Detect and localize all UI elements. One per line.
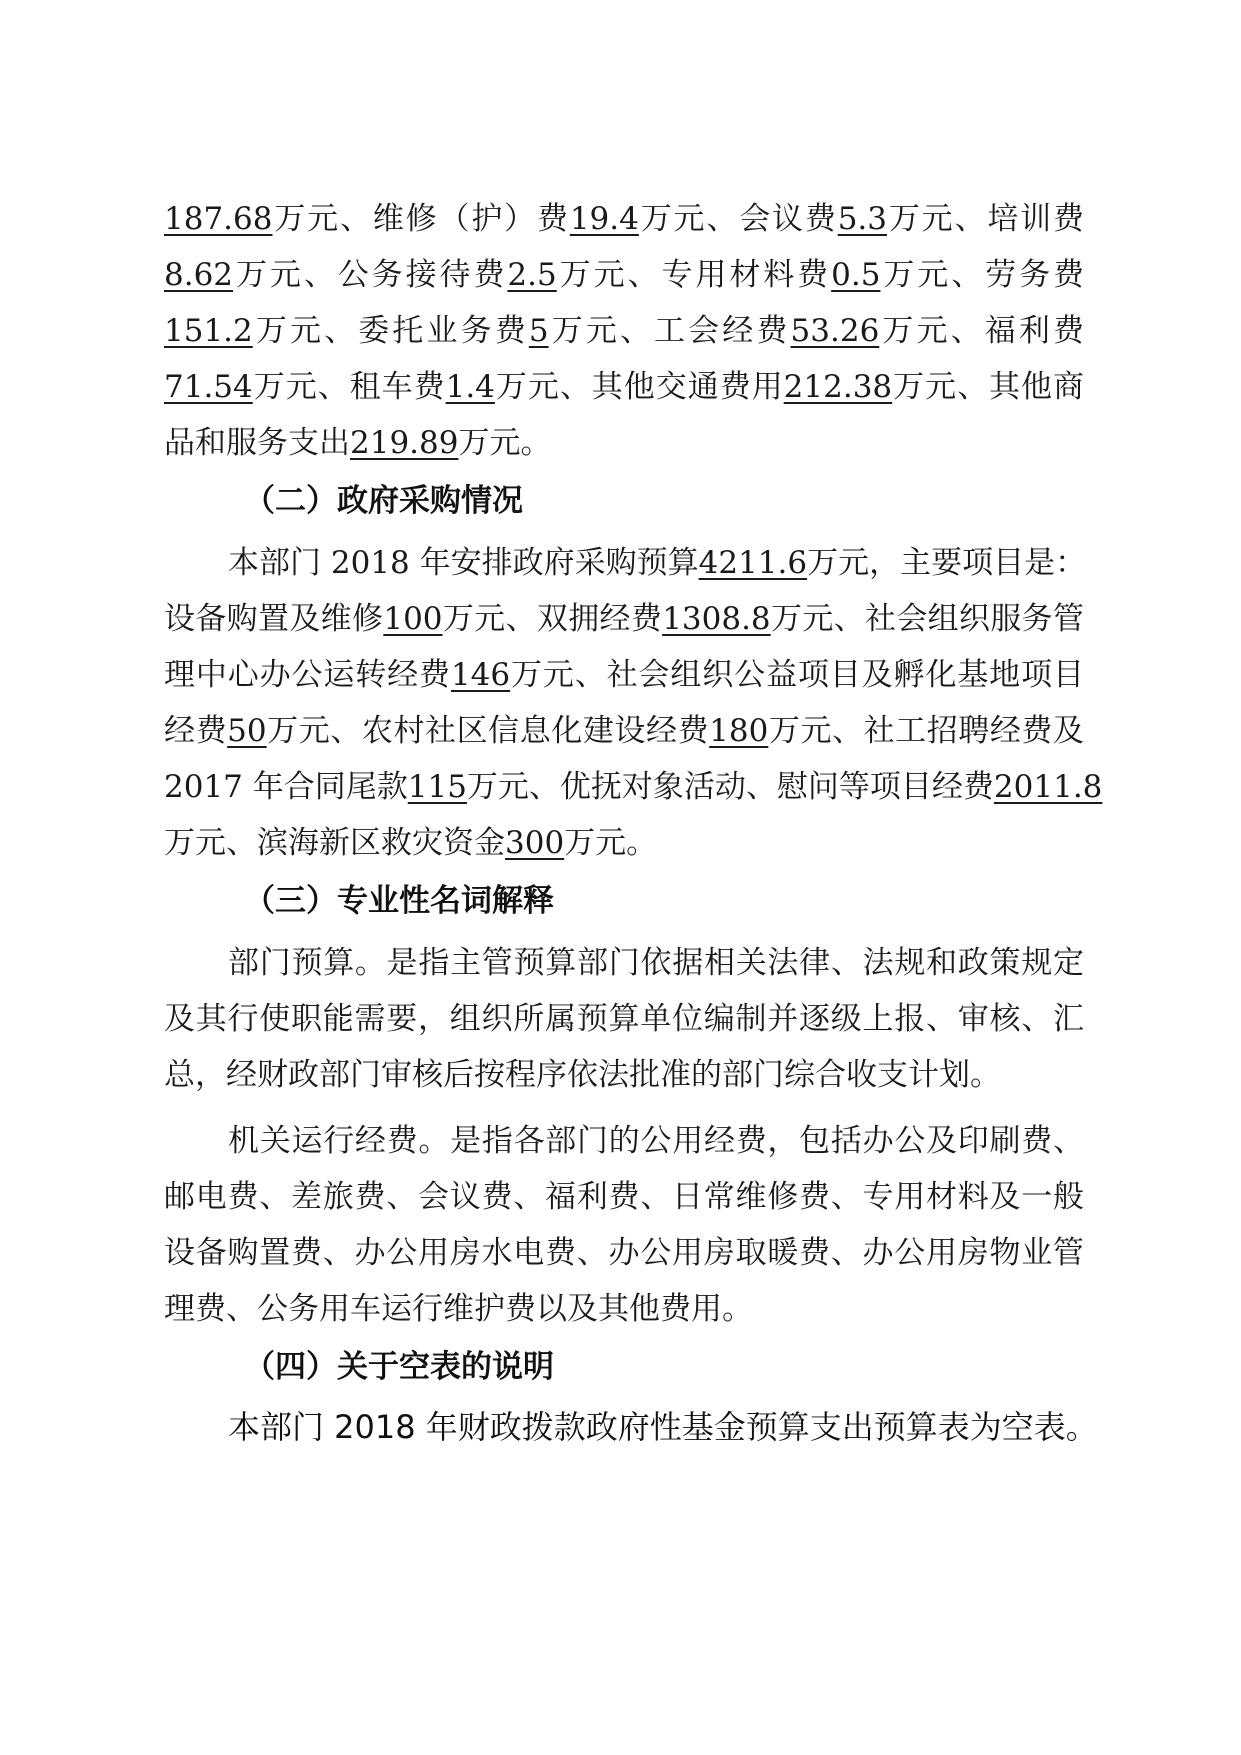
amount: 219.89 bbox=[350, 425, 459, 461]
amount: 300 bbox=[505, 825, 565, 861]
text: 万元、其他交通费用 bbox=[494, 369, 784, 405]
amount: 100 bbox=[383, 601, 443, 637]
amount: 151.2 bbox=[164, 313, 253, 349]
text: 万元、公务接待费 bbox=[233, 257, 508, 293]
expense-line-4 bbox=[164, 356, 1084, 418]
amount: 115 bbox=[407, 769, 467, 805]
text: 万元、其他商 bbox=[892, 369, 1085, 405]
text: 万元。 bbox=[458, 425, 552, 461]
amount: 71.54 bbox=[164, 369, 253, 405]
text: 品和服务支出 bbox=[164, 425, 350, 461]
text: 经费 bbox=[164, 713, 228, 749]
text: 万元、福利费 bbox=[879, 313, 1085, 349]
text: 万元、优抚对象活动、慰问等项目经费 bbox=[466, 769, 994, 805]
procurement-line-3 bbox=[164, 644, 1084, 706]
text: 万元，主要项目是： bbox=[807, 545, 1087, 581]
amount: 5 bbox=[528, 313, 549, 349]
text: 万元、滨海新区救灾资金 bbox=[164, 825, 505, 861]
amount: 146 bbox=[450, 657, 511, 693]
amount: 187.68 bbox=[164, 201, 273, 237]
amount: 5.3 bbox=[837, 201, 888, 237]
budget-line-3: 总，经财政部门审核后按程序依法批准的部门综合收支计划。 bbox=[164, 1057, 1001, 1093]
text: 万元、专用材料费 bbox=[556, 257, 832, 293]
budget-line-2: 及其行使职能需要，组织所属预算单位编制并逐级上报、审核、汇 bbox=[164, 1001, 1084, 1037]
amount: 4211.6 bbox=[698, 545, 808, 581]
text: 万元、委托业务费 bbox=[252, 313, 529, 349]
amount: 180 bbox=[709, 713, 769, 749]
expense-line-5 bbox=[164, 412, 1084, 474]
empty-table-note: 本部门 2018 年财政拨款政府性基金预算支出预算表为空表。 bbox=[228, 1408, 1098, 1446]
text: 万元、双拥经费 bbox=[442, 601, 663, 637]
expense-line-2 bbox=[164, 244, 1084, 306]
budget-line-1: 部门预算。是指主管预算部门依据相关法律、法规和政策规定 bbox=[228, 945, 1084, 981]
text: 2017 年合同尾款 bbox=[164, 769, 408, 805]
operating-line-4: 理费、公务用车运行维护费以及其他费用。 bbox=[164, 1291, 753, 1327]
expense-line-1 bbox=[164, 188, 1084, 250]
amount: 8.62 bbox=[164, 257, 234, 293]
text: 设备购置及维修 bbox=[164, 601, 384, 637]
procurement-line-1 bbox=[228, 532, 1087, 594]
heading-empty-table: （四）关于空表的说明 bbox=[244, 1349, 554, 1385]
operating-line-2: 邮电费、差旅费、会议费、福利费、日常维修费、专用材料及一般 bbox=[164, 1179, 1084, 1215]
text: 万元、劳务费 bbox=[880, 257, 1085, 293]
text: 万元、社会组织服务管 bbox=[770, 601, 1085, 637]
amount: 19.4 bbox=[569, 201, 639, 237]
amount: 2011.8 bbox=[993, 769, 1103, 805]
text: 理中心办公运转经费 bbox=[164, 657, 451, 693]
operating-line-1: 机关运行经费。是指各部门的公用经费，包括办公及印刷费、 bbox=[228, 1123, 1084, 1159]
amount: 212.38 bbox=[783, 369, 893, 405]
amount: 1.4 bbox=[445, 369, 495, 405]
procurement-line-4 bbox=[164, 700, 1084, 762]
heading-terms: （三）专业性名词解释 bbox=[244, 883, 554, 919]
procurement-line-5 bbox=[164, 756, 1103, 818]
text: 万元。 bbox=[564, 825, 658, 861]
amount: 2.5 bbox=[507, 257, 557, 293]
text: 万元、工会经费 bbox=[548, 313, 791, 349]
text: 万元、租车费 bbox=[252, 369, 446, 405]
text: 万元、维修（护）费 bbox=[272, 201, 570, 237]
amount: 0.5 bbox=[831, 257, 881, 293]
amount: 50 bbox=[227, 713, 267, 749]
amount: 1308.8 bbox=[662, 601, 771, 637]
text: 万元、农村社区信息化建设经费 bbox=[266, 713, 710, 749]
operating-line-3: 设备购置费、办公用房水电费、办公用房取暖费、办公用房物业管 bbox=[164, 1235, 1084, 1271]
procurement-line-6 bbox=[164, 812, 1084, 874]
heading-government-procurement: （二）政府采购情况 bbox=[244, 483, 523, 519]
text: 万元、会议费 bbox=[638, 201, 838, 237]
text: 万元、培训费 bbox=[887, 201, 1085, 237]
text: 万元、社工招聘经费及 bbox=[768, 713, 1085, 749]
amount: 53.26 bbox=[790, 313, 880, 349]
text: 万元、社会组织公益项目及孵化基地项目 bbox=[510, 657, 1085, 693]
text: 本部门 2018 年安排政府采购预算 bbox=[228, 545, 699, 581]
expense-line-3 bbox=[164, 300, 1084, 362]
procurement-line-2 bbox=[164, 588, 1084, 650]
